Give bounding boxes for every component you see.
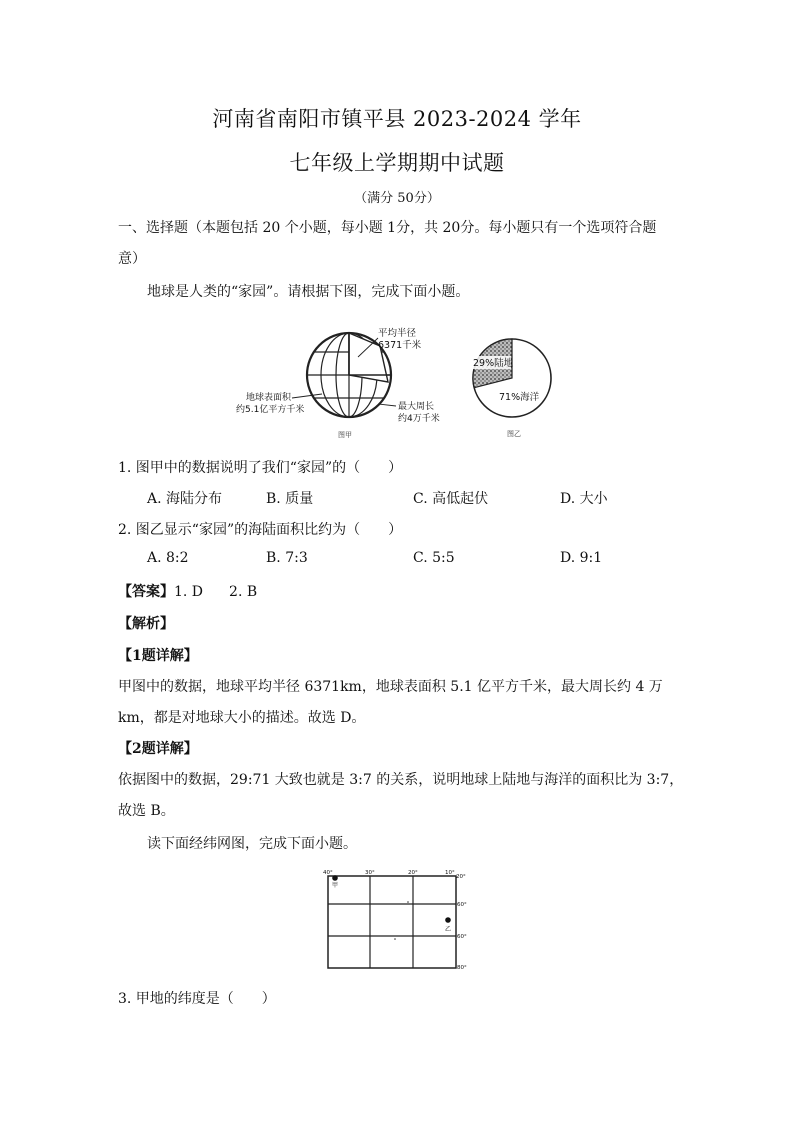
lat-label-3: 80° (457, 965, 467, 971)
detail-2-text-cont: 故选 B。 (118, 803, 175, 819)
lat-label-1: 60° (457, 902, 467, 908)
score-note: （满分 50分） (354, 191, 440, 206)
q2-option-c: C. 5:5 (413, 550, 455, 566)
section-2-intro: 读下面经纬网图，完成下面小题。 (147, 836, 357, 852)
lon-label-20: 20° (408, 870, 418, 876)
answer-line (118, 581, 257, 601)
lat-label-corner: 20° (456, 874, 466, 880)
detail-2-tag: 【2题详解】 (118, 741, 198, 757)
q1-option-b: B. 质量 (266, 491, 314, 507)
land-label: 29%陆地 (473, 358, 514, 369)
section-heading: 一、选择题（本题包括 20 个小题，每小题 1分，共 20分。每小题只有一个选项符合题 (118, 220, 657, 236)
circ-value: 约4万千米 (398, 414, 440, 424)
radius-label: 平均半径 (378, 328, 417, 339)
q1-option-c: C. 高低起伏 (413, 491, 489, 507)
q1-option-d: D. 大小 (560, 491, 608, 507)
detail-2-text: 依据图中的数据，29:71 大致也就是 3:7 的关系，说明地球上陆地与海洋的面积比为 3:7， (118, 772, 684, 788)
section-heading-cont: 意） (118, 251, 146, 267)
answer-tag: 【答案】 (118, 584, 174, 600)
section-intro: 地球是人类的“家园”。请根据下图，完成下面小题。 (147, 284, 470, 300)
answer-2: 2. B (229, 584, 258, 600)
figure-caption-yi: 图乙 (507, 430, 521, 438)
globe-figure (228, 320, 468, 442)
area-label: 地球表面积 (246, 393, 292, 403)
page-subtitle: 七年级上学期期中试题 (289, 151, 505, 175)
point-yi-label: 乙 (445, 926, 452, 933)
radius-value: 6371千米 (378, 340, 422, 351)
lat-label-2: 60° (457, 934, 467, 940)
question-2-stem: 2. 图乙显示“家园”的海陆面积比约为（ ） (118, 522, 403, 538)
page-title: 河南省南阳市镇平县 2023-2024 学年 (212, 107, 582, 131)
area-value: 约5.1亿平方千米 (236, 405, 305, 415)
point-yi-marker (445, 917, 451, 923)
q2-option-b: B. 7:3 (266, 550, 308, 566)
point-jia-marker (332, 875, 338, 881)
q1-option-a: A. 海陆分布 (147, 491, 223, 507)
pie-figure (462, 326, 562, 442)
lon-label-30: 30° (365, 870, 375, 876)
point-jia-label: 甲 (332, 882, 339, 889)
q2-option-d: D. 9:1 (560, 550, 603, 566)
latlong-grid-map (318, 866, 470, 974)
ocean-label: 71%海洋 (499, 392, 540, 403)
answer-1: 1. D (174, 584, 204, 600)
question-3-stem: 3. 甲地的纬度是（ ） (118, 991, 276, 1007)
analysis-tag: 【解析】 (118, 616, 174, 632)
lon-label-40: 40° (323, 870, 333, 876)
circ-label: 最大周长 (398, 402, 435, 412)
figure-caption-jia: 图甲 (338, 431, 352, 439)
lon-label-10: 10° (445, 870, 455, 876)
detail-1-text-cont: km，都是对地球大小的描述。故选 D。 (118, 710, 366, 726)
question-1-stem: 1. 图甲中的数据说明了我们“家园”的（ ） (118, 460, 403, 476)
detail-1-text: 甲图中的数据，地球平均半径 6371km，地球表面积 5.1 亿平方千米，最大周长约 4 万 (118, 679, 663, 695)
detail-1-tag: 【1题详解】 (118, 648, 198, 664)
q2-option-a: A. 8:2 (147, 550, 189, 566)
